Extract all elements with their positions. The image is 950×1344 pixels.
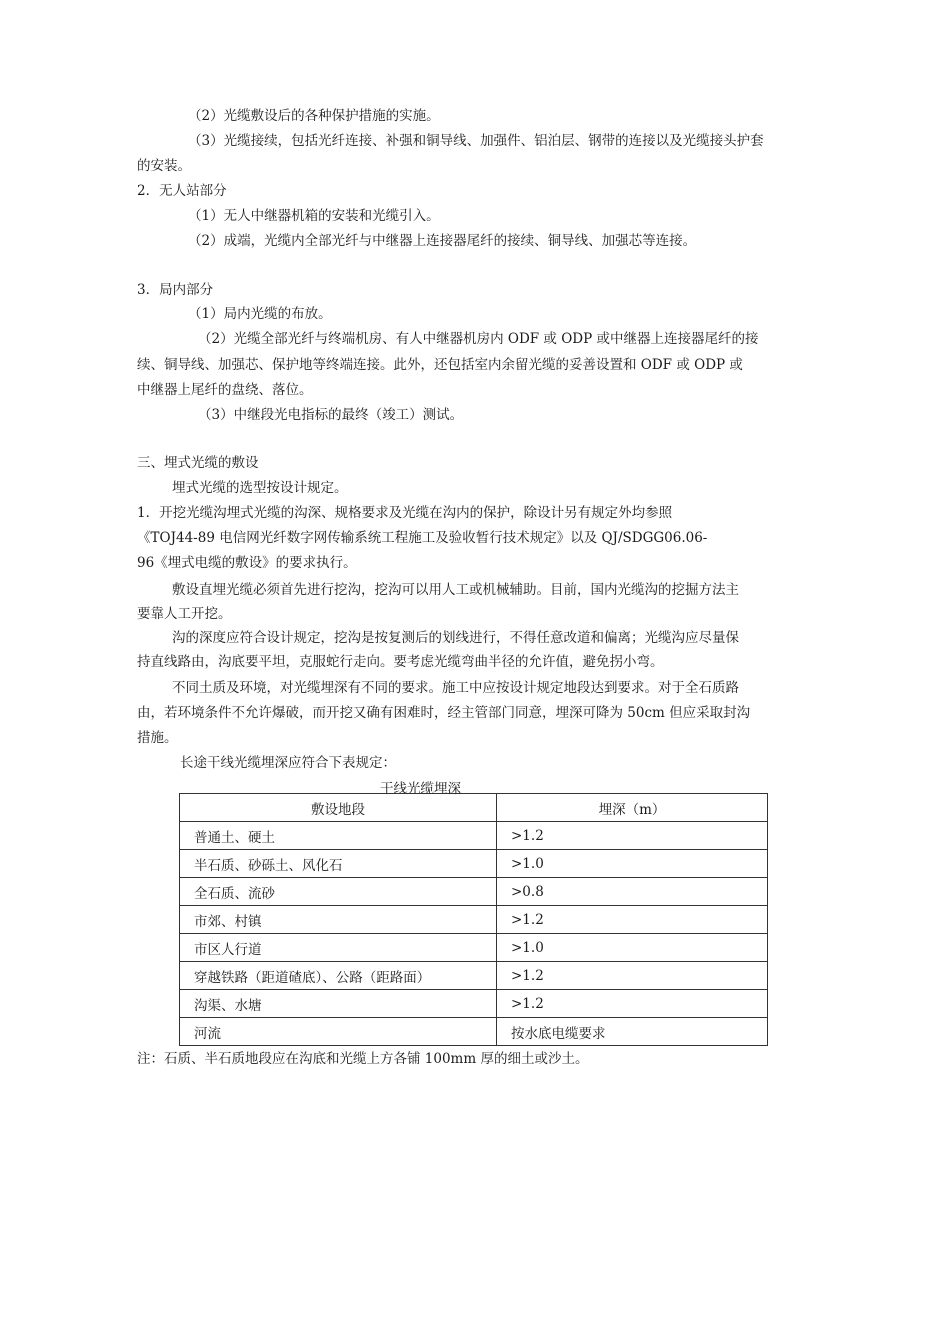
paragraph: （3）中继段光电指标的最终（竣工）测试。 bbox=[198, 407, 464, 423]
paragraph: 不同土质及环境，对光缆埋深有不同的要求。施工中应按设计规定地段达到要求。对于全石质路 bbox=[172, 680, 739, 696]
table-cell: 半石质、砂砾土、风化石 bbox=[180, 850, 497, 878]
paragraph: 长途干线光缆埋深应符合下表规定： bbox=[180, 755, 396, 771]
paragraph: 由，若环境条件不允许爆破，而开挖又确有困难时，经主管部门同意，埋深可降为 50cm 但应采取封沟 bbox=[137, 705, 751, 721]
table-row bbox=[180, 1018, 768, 1046]
paragraph: 措施。 bbox=[137, 730, 178, 746]
table-cell: >0.8 bbox=[497, 878, 768, 906]
paragraph: 1．开挖光缆沟埋式光缆的沟深、规格要求及光缆在沟内的保护，除设计另有规定外均参照 bbox=[137, 505, 673, 521]
table-cell: 穿越铁路（距道碴底）、公路（距路面） bbox=[180, 962, 497, 990]
table-cell: 市郊、村镇 bbox=[180, 906, 497, 934]
table-row bbox=[180, 822, 768, 850]
table-cell: >1.0 bbox=[497, 934, 768, 962]
paragraph: （1）局内光缆的布放。 bbox=[188, 306, 332, 322]
paragraph: （3）光缆接续，包括光纤连接、补强和铜导线、加强件、铝泊层、钢带的连接以及光缆接头护套 bbox=[188, 133, 764, 149]
burial-depth-table bbox=[179, 793, 768, 1046]
table-note: 注：石质、半石质地段应在沟底和光缆上方各铺 100mm 厚的细土或沙土。 bbox=[137, 1051, 589, 1067]
table-row bbox=[180, 906, 768, 934]
paragraph: （2）成端，光缆内全部光纤与中继器上连接器尾纤的接续、铜导线、加强芯等连接。 bbox=[188, 233, 697, 249]
paragraph: 《TOJ44-89 电信网光纤数字网传输系统工程施工及验收暂行技术规定》以及 QJ/SDGG06.06- bbox=[137, 530, 708, 546]
paragraph: （2）光缆全部光纤与终端机房、有人中继器机房内 ODF 或 ODP 或中继器上连接器尾纤的接 bbox=[198, 331, 759, 347]
paragraph: 96《埋式电缆的敷设》的要求执行。 bbox=[137, 555, 357, 571]
table-header-row bbox=[180, 794, 768, 822]
paragraph: （2）光缆敷设后的各种保护措施的实施。 bbox=[188, 108, 440, 124]
table-cell: 全石质、流砂 bbox=[180, 878, 497, 906]
paragraph: 中继器上尾纤的盘绕、落位。 bbox=[137, 382, 313, 398]
paragraph: 续、铜导线、加强芯、保护地等终端连接。此外，还包括室内余留光缆的妥善设置和 ODF 或 ODP 或 bbox=[137, 357, 743, 373]
table-row bbox=[180, 934, 768, 962]
section-heading: 3．局内部分 bbox=[137, 282, 214, 298]
paragraph: 敷设直埋光缆必须首先进行挖沟，挖沟可以用人工或机械辅助。目前，国内光缆沟的挖掘方法主 bbox=[172, 582, 739, 598]
table-cell: 按水底电缆要求 bbox=[497, 1018, 768, 1046]
table-cell: 河流 bbox=[180, 1018, 497, 1046]
table-cell: >1.2 bbox=[497, 990, 768, 1018]
table-cell: >1.2 bbox=[497, 906, 768, 934]
table-row bbox=[180, 962, 768, 990]
table-row bbox=[180, 850, 768, 878]
paragraph: 要靠人工开挖。 bbox=[137, 606, 232, 622]
paragraph: 沟的深度应符合设计规定，挖沟是按复测后的划线进行，不得任意改道和偏离；光缆沟应尽量保 bbox=[172, 630, 739, 646]
table-cell: 普通土、硬土 bbox=[180, 822, 497, 850]
table-cell: 沟渠、水塘 bbox=[180, 990, 497, 1018]
section-heading: 2．无人站部分 bbox=[137, 183, 227, 199]
table-cell: >1.2 bbox=[497, 822, 768, 850]
table-caption: 干线光缆埋深 bbox=[380, 781, 461, 797]
section-heading: 三、埋式光缆的敷设 bbox=[137, 455, 259, 471]
paragraph: 的安装。 bbox=[137, 158, 191, 174]
table-cell: 市区人行道 bbox=[180, 934, 497, 962]
paragraph: 埋式光缆的选型按设计规定。 bbox=[172, 480, 348, 496]
table-cell: >1.0 bbox=[497, 850, 768, 878]
table-row bbox=[180, 990, 768, 1018]
column-header: 埋深（m） bbox=[497, 794, 768, 822]
table-row bbox=[180, 878, 768, 906]
paragraph: （1）无人中继器机箱的安装和光缆引入。 bbox=[188, 208, 440, 224]
table-cell: >1.2 bbox=[497, 962, 768, 990]
paragraph: 持直线路由，沟底要平坦，克服蛇行走向。要考虑光缆弯曲半径的允许值，避免拐小弯。 bbox=[137, 654, 664, 670]
column-header: 敷设地段 bbox=[180, 794, 497, 822]
